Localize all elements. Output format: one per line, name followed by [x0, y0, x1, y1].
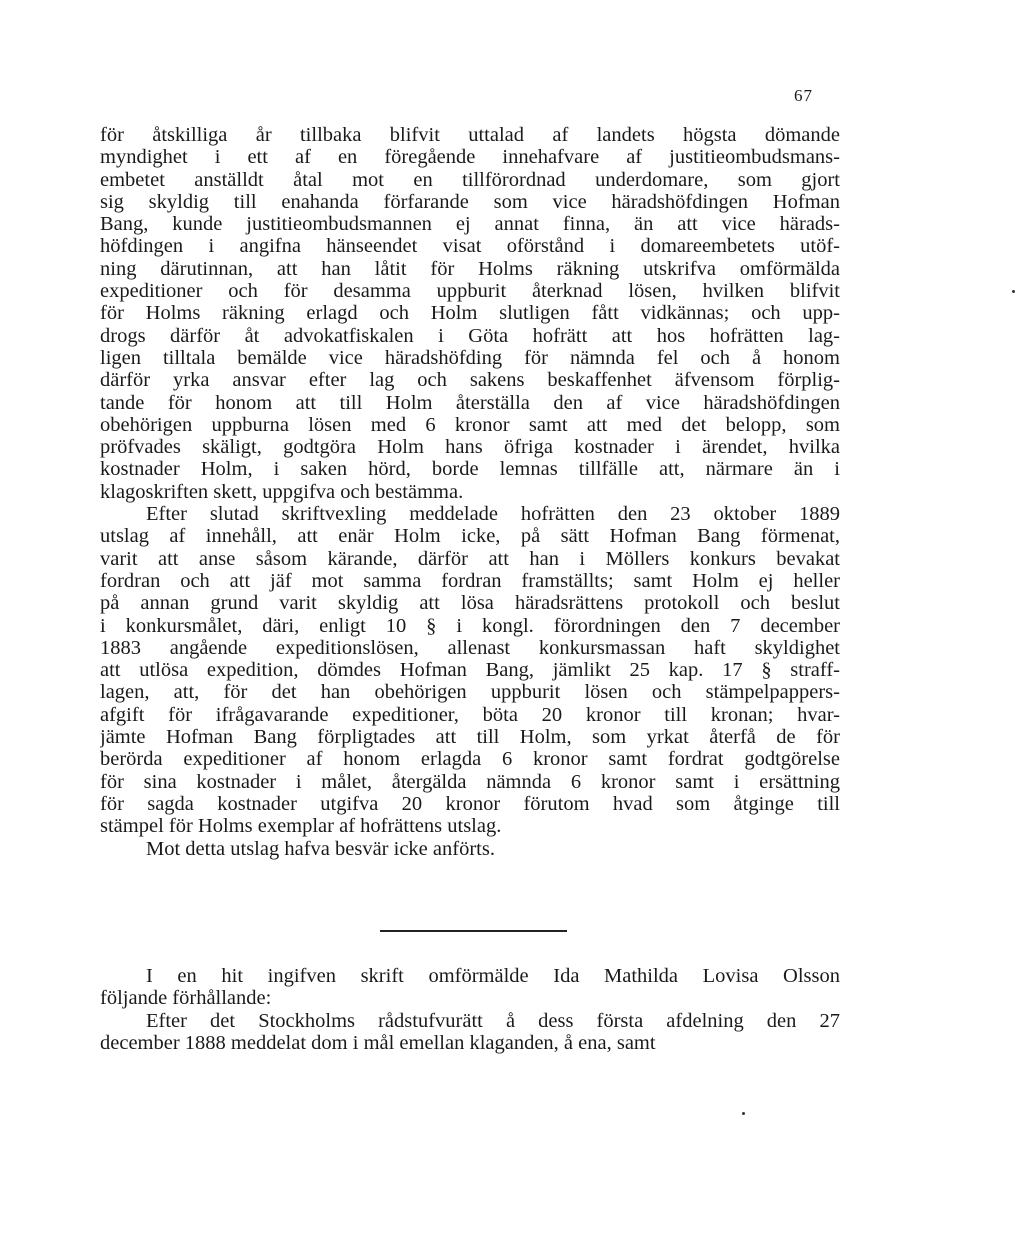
text-line: ligen tilltala bemälde vice häradshöfding för nämnda fel och å honom [100, 346, 840, 369]
section-divider [380, 930, 567, 932]
text-line: stämpel för Holms exemplar af hofrättens utslag. [100, 815, 502, 838]
text-line: myndighet i ett af en föregående innehafvare af justitieombudsmans- [100, 146, 840, 169]
text-line: för sagda kostnader utgifva 20 kronor förutom hvad som åtginge till [100, 792, 840, 815]
text-line: att utlösa expedition, dömdes Hofman Bang, jämlikt 25 kap. 17 § straff- [100, 659, 840, 682]
text-line: obehörigen uppburna lösen med 6 kronor samt att med det belopp, som [100, 413, 840, 436]
main-text-block [100, 124, 840, 860]
text-line: Efter det Stockholms rådstufvurätt å dess första afdelning den 27 [146, 1009, 840, 1032]
text-line: lagen, att, för det han obehörigen uppburit lösen och stämpelpappers- [100, 681, 840, 704]
text-line: klagoskriften skett, uppgifva och bestämma. [100, 480, 464, 503]
text-line: fordran och att jäf mot samma fordran framställts; samt Holm ej heller [100, 569, 840, 592]
text-line: jämte Hofman Bang förpligtades att till Holm, som yrkat återfå de för [100, 726, 840, 749]
text-line: Bang, kunde justitieombudsmannen ej annat finna, än att vice härads- [100, 213, 840, 236]
text-line: berörda expeditioner af honom erlagda 6 kronor samt fordrat godtgörelse [100, 748, 840, 771]
text-line: tande för honom att till Holm återställa den af vice häradshöfdingen [100, 391, 840, 414]
text-line: embetet anställdt åtal mot en tillförordnad underdomare, som gjort [100, 168, 840, 191]
page-number: 67 [794, 86, 813, 105]
text-line: sig skyldig till enahanda förfarande som vice häradshöfdingen Hofman [100, 190, 840, 213]
text-line: varit att anse såsom kärande, därför att han i Möllers konkurs bevakat [100, 547, 840, 570]
text-line: expeditioner och för desamma uppburit återknad lösen, hvilken blifvit [100, 280, 840, 303]
text-line: afgift för ifrågavarande expeditioner, böta 20 kronor till kronan; hvar- [100, 703, 840, 726]
text-line: 1883 angående expeditionslösen, allenast konkursmassan haft skyldighet [100, 636, 840, 659]
text-line: I en hit ingifven skrift omförmälde Ida Mathilda Lovisa Olsson [146, 965, 840, 987]
second-text-block [100, 965, 840, 1054]
text-line: därför yrka ansvar efter lag och sakens beskaffenhet äfvensom förplig- [100, 369, 840, 392]
text-line: på annan grund varit skyldig att lösa häradsrättens protokoll och beslut [100, 592, 840, 615]
text-line: december 1888 meddelat dom i mål emellan klaganden, å ena, samt [100, 1031, 656, 1054]
scan-speck [742, 1112, 745, 1115]
text-line: för Holms räkning erlagd och Holm slutligen fått vidkännas; och upp- [100, 302, 840, 325]
text-line: för åtskilliga år tillbaka blifvit uttalad af landets högsta dömande [100, 124, 840, 146]
text-line: kostnader Holm, i saken hörd, borde lemnas tillfälle att, närmare än i [100, 458, 840, 481]
text-line: för sina kostnader i målet, återgälda nämnda 6 kronor samt i ersättning [100, 770, 840, 793]
text-line: ning därutinnan, att han låtit för Holms räkning utskrifva omförmälda [100, 257, 840, 280]
text-line: följande förhållande: [100, 987, 272, 1010]
text-line: drogs därför åt advokatfiskalen i Göta hofrätt att hos hofrätten lag- [100, 324, 840, 347]
text-line: Mot detta utslag hafva besvär icke anförts. [146, 837, 495, 860]
text-line: utslag af innehåll, att enär Holm icke, på sätt Hofman Bang förmenat, [100, 525, 840, 548]
text-line: i konkursmålet, däri, enligt 10 § i kongl. förordningen den 7 december [100, 614, 840, 637]
scan-speck [1012, 290, 1015, 293]
text-line: pröfvades skäligt, godtgöra Holm hans öfriga kostnader i ärendet, hvilka [100, 436, 840, 459]
text-line: höfdingen i angifna hänseendet visat oförstånd i domareembetets utöf- [100, 235, 840, 258]
text-line: Efter slutad skriftvexling meddelade hofrätten den 23 oktober 1889 [146, 503, 840, 526]
